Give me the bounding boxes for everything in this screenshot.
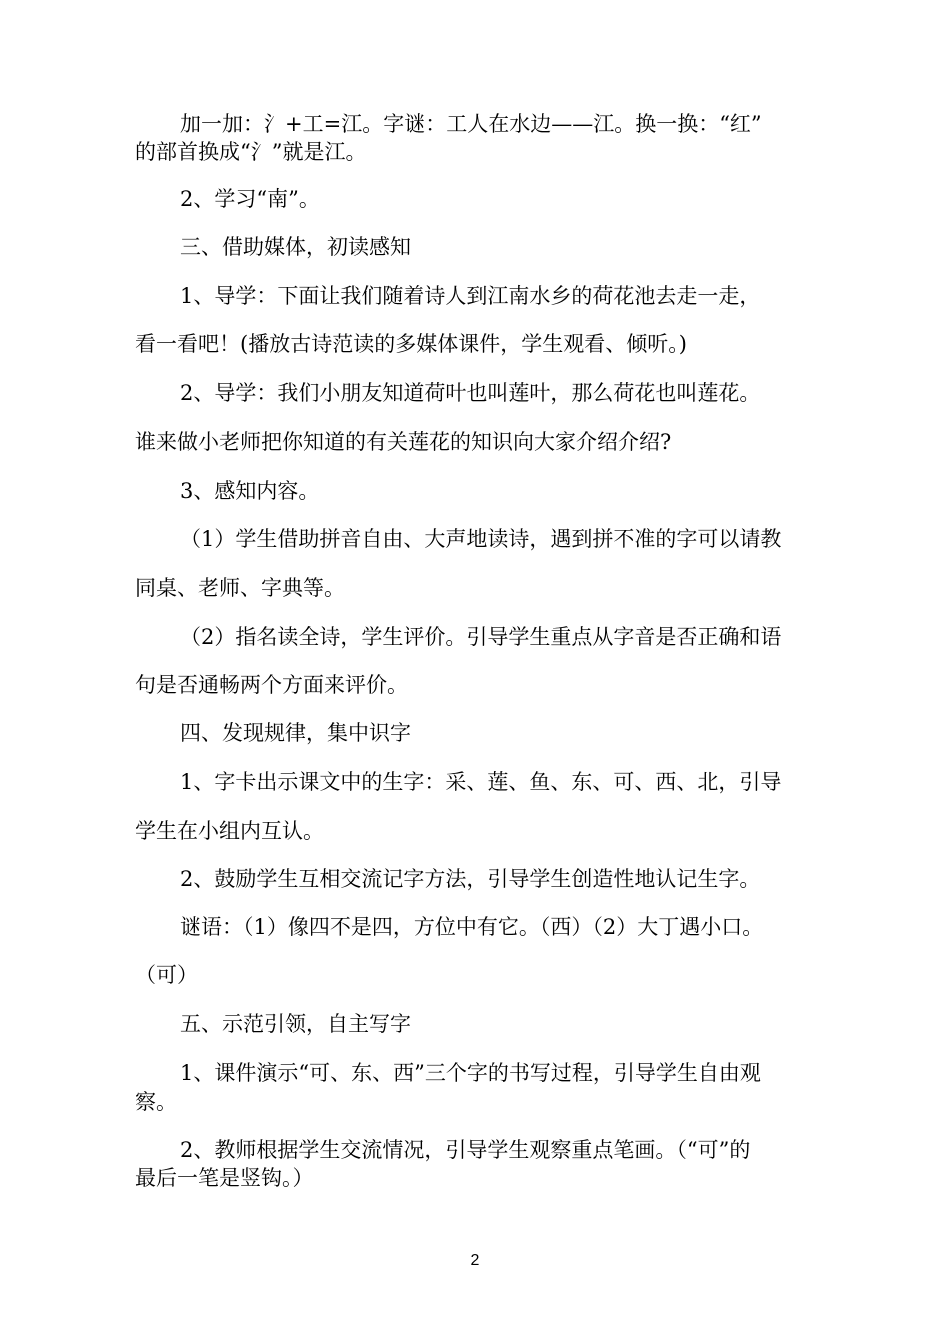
- section-heading: 五、示范引领，自主写字: [180, 1012, 411, 1036]
- paragraph-line: 句是否通畅两个方面来评价。: [135, 673, 408, 697]
- paragraph-line: 1、课件演示“可、东、西”三个字的书写过程，引导学生自由观: [180, 1061, 761, 1085]
- paragraph-line: 1、导学：下面让我们随着诗人到江南水乡的荷花池去走一走，: [180, 284, 761, 308]
- paragraph-line: 2、鼓励学生互相交流记字方法，引导学生创造性地认记生字。: [180, 867, 761, 891]
- section-heading: 四、发现规律，集中识字: [180, 721, 411, 745]
- paragraph-line: 2、导学：我们小朋友知道荷叶也叫莲叶，那么荷花也叫莲花。: [180, 381, 761, 405]
- paragraph-line: 1、字卡出示课文中的生字：采、莲、鱼、东、可、西、北，引导: [180, 770, 782, 794]
- paragraph-line: 2、教师根据学生交流情况，引导学生观察重点笔画。（“可”的: [180, 1138, 751, 1162]
- page-number: 2: [470, 1252, 480, 1269]
- paragraph-line: 同桌、老师、字典等。: [135, 576, 345, 600]
- paragraph-line: 谁来做小老师把你知道的有关莲花的知识向大家介绍介绍?: [135, 430, 672, 454]
- paragraph-line: 加一加：氵+工=江。字谜：工人在水边——江。换一换：“红”: [180, 112, 762, 136]
- paragraph-line: 学生在小组内互认。: [135, 819, 324, 843]
- paragraph-line: 2、学习“南”。: [180, 187, 320, 211]
- paragraph-line: 最后一笔是竖钩。）: [135, 1166, 314, 1190]
- paragraph-line: 3、感知内容。: [180, 479, 320, 503]
- paragraph-line: （1）学生借助拼音自由、大声地读诗，遇到拼不准的字可以请教: [180, 527, 782, 551]
- paragraph-line: 察。: [135, 1090, 177, 1114]
- paragraph-line: （可）: [135, 963, 198, 987]
- paragraph-line: 看一看吧！(播放古诗范读的多媒体课件，学生观看、倾听。): [135, 332, 687, 356]
- paragraph-line: 谜语：（1）像四不是四，方位中有它。（西）（2）大丁遇小口。: [180, 915, 764, 939]
- section-heading: 三、借助媒体，初读感知: [180, 235, 411, 259]
- paragraph-line: （2）指名读全诗，学生评价。引导学生重点从字音是否正确和语: [180, 625, 782, 649]
- paragraph-line: 的部首换成“氵”就是江。: [135, 140, 367, 164]
